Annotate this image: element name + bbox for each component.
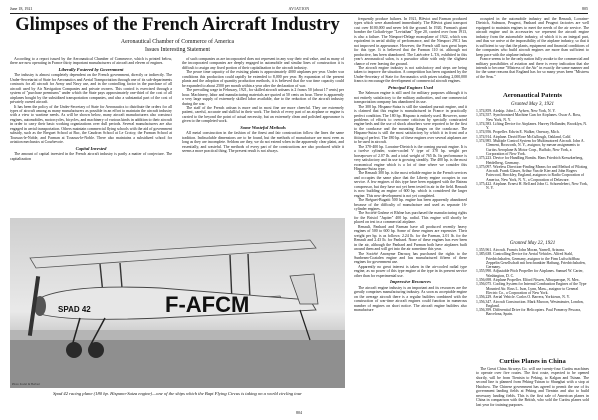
article-column-4	[476, 17, 589, 89]
article-subtitle-2: Issues Interesting Statement	[144, 47, 211, 53]
patent-entry: 1,375,422. Airplane. Ernest H. Bell and John G. Schoenlebert, New York, N. Y.	[476, 182, 588, 191]
paragraph: The Société Gnôme et Rhône has purchased the manufacturing rights for the Bristol "Jupiter" 400 hp. radial. This engine will shortly be placed on test in a commercial airplane.	[354, 211, 467, 225]
patent-entry: 1,375,097. Wireless Direction-Finding Means for and Method of Piloting Aircraft. Frank Glauer, Arthur Van de Kier and John Rogers Fairwood, Brockley, England, assignors to Radio Corporation of America, New York, N. Y., a Corporation of Delaware.	[476, 164, 588, 182]
article-column-3	[354, 17, 467, 405]
section-heading: Impressive Resources	[390, 279, 431, 285]
patent-entry: 1,374,557. Synchronized Machine Gun for Airplanes. Oscar A. Ross, New York, N. Y.	[476, 113, 582, 122]
article-subtitle: Aeronautical Chamber of Commerce of America	[120, 39, 235, 45]
patent-entry: 1,356,698. Airplane Propeller. Elford Nissen, Albuquerque, N. Mex.	[476, 278, 580, 283]
paragraph: Apparently no great interest is taken in the air-cooled radial type engine, as no power of this type engine at the type in its present service other than for experimental use.	[354, 264, 467, 278]
paragraph: The amount of capital invested in the French aircraft industry is partly a matter of conjecture. The capitalization	[10, 152, 172, 161]
paragraph: The peace time capacity of the existing plants is approximately 4000 airplanes per year. Under war conditions this production could rapidly be extended to 8,000 per year. By expansion of the present plants and the adoption of quantity production methods, it is believed that the war time capacity could be expanded to about 2500 per month within a year after the declaration of war.	[182, 70, 344, 88]
biplane-photo	[10, 218, 345, 388]
paragraph: Renault, Panhard and Farman have all produced recently heavy engines of 500 to 600 hp. Some of these engines are expensive. Their weight per hp. is as follows: 2.24 lb. for the Farman, 2.01 lb. for the Renault and 2.43 lb. for Panhard. None of these engines has ever been in the air, although the Panhard and Farman both have airplanes built around them and will get into the air sometime this year.	[354, 224, 467, 252]
article-column-2	[182, 57, 344, 217]
paragraph: The Salmson engine is still used for military purposes although it is not entirely satisfactory to the military authorities, and one commercial transportation company has abandoned its use.	[354, 91, 467, 105]
section-heading: Liberally Fostered by Government	[58, 66, 124, 72]
paragraph: The 370-400 hp. Lorraine-Dietrich is the coming pursuit engine. It is a twelve cylinder, water-cooled V type of 370 hp. weight per horsepower of 2.07 lb. and a total weight of 765 lb. Its performance is very satisfactory and its use is growing steadily. The 400 hp. is the most economical engine which is a lot of time where we consider this Hispano-Suiza type.	[354, 144, 467, 171]
paragraph: It has been the policy of the Under-Secretary of State for Aeronautics to distribute the orders for all types of aircraft among as many manufacturers as possible in an effort to maintain the aircraft industry with a view to wartime needs. As will be shown below, many aircraft manufacturers also construct engines, automobiles, motorcycles, bicycles, and machinery of various kinds in addition to their aircraft in order to carry their basic working organizations over dull periods. Several manufacturers are also engaged in aerial transportation. Others maintain commercial flying schools with the aid of government subsidy, such as the Breguet School at Buc, the Caudron School at Le Crotoy, the Farman School at Toussus-le-Noble, and Farman at Toussus-le-Noble. There also maintains a subsidized school for aviation mechanics at Courbevoie.	[10, 104, 172, 145]
header-rule	[10, 13, 588, 14]
patent-entry: 1,375,223. Device for Handling Bombs. Hans Friedrich Kreuzkerberg, Heidelberg, Germany.	[476, 156, 584, 165]
patents-list-2	[476, 248, 589, 356]
paragraph: The 300 hp. Hispano-Suiza is still the standard pursuit engine, and it is claimed that this engine is manufactured in France in practically perfect condition. The 180 hp. Hispano is entirely used. However, some problems of efforts to overcome criticism by specially constructed engine beds and the use of shock absorbers were reported to be the first to the crankcase and the mounting flanges on the crankcase. The Hispano-Suiza is still the most satisfactory by which it in front and a fitting of perfect. The 180 hp. of these engines over several airplanes are to be used in aircraft.	[354, 104, 467, 145]
section-heading: Principal Engines Used	[388, 84, 433, 90]
patent-entry: 1,374,956. Propeller. Edwin E. Walker, Oneway, Mich.	[476, 130, 560, 135]
patent-entry: 1,355,961. Aircraft. Francis John Moran, Yarnell, Arizona.	[476, 248, 565, 252]
photo-caption: Spad 42 racing plane (180 hp. Hispano-Suiza engine)—one of the ships which the Bapt Flying Circus is taking on a world circling tour	[53, 391, 302, 396]
paragraph: According to a report issued by the Aeronautical Chamber of Commerce, which is printed below, there are now operating in France thirty important manufacturers of aircraft and eleven of engines.	[10, 57, 172, 66]
journal-name: AVIATION	[288, 6, 310, 11]
patent-entry: 1,374,985. Multiple Control System for Multimotored Aircraft. John A. Clement, Boxworth, N. Y., assignor, by mesne assignments to Curtiss Aeroplane & Motor Corp., Buffalo, New York, a Corporation of New York.	[476, 139, 585, 156]
patent-entry: 1,355,990. Adjustable Pitch Propeller for Airplanes. Samuel W. Carter, Washington, D. C.	[476, 269, 584, 278]
article-column-1	[10, 57, 172, 217]
paragraph: The aircraft engine industry is not satisfactory and steps are being taken to improve the situation. A competition has been organized by the Under-Secretary of State for Aeronautics with prizes totaling 2,000,000 francs to encourage the development of commercial aircraft engines.	[354, 65, 467, 84]
patent-entry: 1,374,914. Airplane. David Rose McCullough, Oakland, Calif.	[476, 134, 572, 139]
patent-entry: 1,374,583. Lifting Device for Airplanes. Harvey Hollander, Brooklyn, N. Y.	[476, 121, 588, 131]
article-title: Glimpses of the French Aircraft Industry	[15, 15, 340, 35]
spad-biplane-illustration	[10, 218, 345, 388]
running-header	[10, 6, 588, 12]
patents-granted-heading-2: Granted May 22, 1921	[509, 241, 556, 246]
section-heading: Capital Invested	[75, 145, 107, 151]
paragraph: The prevailing wage in February, 1921, for skilled aircraft artisans is 2 francs 50 (about 17 cents) per hour. Machinery, labor and manufacturing materials are quoted at 50 cents an hour. There is apparently a very large supply of extremely skilled labor available, due to the reduction of the aircraft industry during the war.	[182, 88, 344, 106]
paragraph: France seems to be the only nation fully awake to the commercial and military possibilities of aviation and there is every indication that she intends to become "Mistress of the Air" in exactly the same manner and for the same reasons that England has for so many years been "Mistress of the Seas."	[476, 57, 589, 79]
patents-heading: Aeronautical Patents	[502, 92, 563, 99]
paragraph: of such companies as are incorporated does not represent in any way their real value, and as many of the incorporated companies are deeply engaged in automobile and similar lines of construction it is difficult to assign any fixed portion of their capitalization to the aircraft industry.	[182, 57, 344, 70]
patent-entry: 1,356,075. Cooling System for Internal Combustion Engines of the Type Mounted Air. Ross L. Ison, Lynn, Mass., assignor to General Electric Co., a Corporation of New York.	[476, 282, 587, 295]
patents-granted-heading-1: Granted May 3, 1921	[510, 102, 555, 107]
patent-entry: 1,356,229. Aerial Vehicle. Carlos O. Barrera, Yorktown, N. Y.	[476, 295, 570, 300]
paragraph: The aircraft engine industry is an important and its resources are the greatly comprises manufacturing industry. As soon as acceptable engine on the average aircraft there is a regular builders combined with the construction of war-time aircraft engines could function in numerous number of engines on short notice. The aircraft engine builders also manufacture	[354, 285, 467, 312]
paragraph: The Société Anonyme Darracq has purchased the rights to the Sunbeam-Coatalen engine and has manufactured fifteen of these engines for government use.	[354, 251, 467, 265]
paragraph: The Great China Airways Co. will use twenty-four Curtiss machines to operate over five routes. The first route, expected to be opened shortly, will be from Tientsin to Peking, to Kalgan and Tsinan. The second line is planned from Peking-Tsinan to Shanghai with a stop at Haichow. The Chinese government has agreed to permit the use of its government landing fields at Peking and Tientsin and also to build necessary landing fields. This is the first sale of American planes in China in comparison with the British, who sold the Curtiss planes sold last year for training purposes.	[476, 367, 589, 407]
patent-entry: 1,356,347. Aircraft Construction. Mark Marcon, Westminster, London, England.	[476, 299, 584, 308]
curtiss-column	[476, 367, 589, 407]
curtiss-heading: Curtiss Planes in China	[499, 358, 566, 365]
photo-credit: Photo Kodel & Herbert	[12, 382, 41, 386]
paragraph: The Bréguet-Bugatti 500 hp. engine has been apparently abandoned because of the difficulty of manufacture and used as separate 16-cylinder engines.	[354, 198, 467, 212]
paragraph: The staff of the French artisan is more and in most fine are more cheerful. They are extremely patient, careful, accurate and skillful in their work. The finish of every part of an airplane or engine is carried to the beyond the point of actual necessity, but an extremely clean and polished appearance is given to the completed work.	[182, 105, 344, 124]
patents-list-1	[476, 109, 589, 239]
patent-entry: 1,385,638. Controlling Device for Aerial Vehicles. Alfred Stahl, Friedrichshafen, Germany, assignor to the Firm Luftschiffbau Zeppelin Gesellschaft mit beschrankter Haftung, Friedrichshafen, Germany.	[476, 252, 586, 270]
paragraph: frequently produce failures. In 1921, Bléviot and Farman produced types which were abandoned immediately. The Bléviot giant transport cost over $100,000 and never left the ground. In 1920, Farman's giant bomber the Goliath-type "Leviathan" Type 20, carried over from 1913, is also a failure. The Nieuport-Delage monoplane of 1922, which was equivalent in aerial ability of performance, and the Nieuport 29C1 has not improved in appearance. However, the French still turn great hopes for this type. It is believed that the Farman 110 tri. although not productive, has been abandoned. The Latécoère L.T.6, exhibited in this year's aeronautical salon, is a pursuitor affair with only the slightest chance of ever leaving the ground.	[354, 17, 467, 66]
plane-registration: F-AFCM	[165, 292, 250, 317]
page-number-bottom: 804	[296, 410, 302, 415]
issue-date: June 18, 1921	[10, 6, 33, 11]
patent-entry: 1,356,399. Differential Drive for Helicopters. Paul Pomeroy Pescara, Barcelona, Spain.	[476, 308, 581, 317]
paragraph: The Renault 300 hp. is the most reliable engine in the French services and occupies the same place that the Liberty engine occupies in our service. A few engines of this type have been equipped with the Rateau compressor, but they have not yet been tested in air in the field. Renault is now building an engine of 600 hp. which is considered the larger engine. This new development is not yet completed.	[354, 171, 467, 198]
section-heading: Some Wasteful Methods	[240, 124, 286, 130]
paragraph: The industry is almost completely dependent on the French government, directly or indirectly. The Under-Secretariat of State for Aeronautics and Aerial Transportation through one of its sub-departments contracts for all aircraft for Army and Navy use, and in the controlling factor in the purchase of all aircraft used by Air Navigation Companies and private owners. This control is exercised through a system of "purchase premiums" under which the State pays approximately one-third of the cost of all airplanes bought by the subsidized transportation companies, and also a substantial part of the cost of privately owned aircraft.	[10, 73, 172, 105]
plane-number: SPAD 42	[58, 305, 91, 314]
paragraph: occupied in the automobile industry and the Renault, Lorraine-Dietrich, Salmson, Peugeot, Panhard and Peugeot factories are well equipped to maintain engines to meet the needs of the air service. The aircraft engine and its accessories we represent the aircraft engine industry from the automobile industry, of which it is an integral part, and thus we arrive at the impossibility of the airplane industry, so that it is sufficient to say that the plants, equipment and financial conditions of the companies who build aircraft engines are more than sufficient to keep pace with the airplane industry.	[476, 17, 589, 57]
page-number-top: 805	[582, 6, 588, 11]
paragraph: All metal construction in the fashion of the finest and fair construction follow the lines the same tradition. Indissoluble dimensions are to be found, but the methods of manufacture are most even as long as they are incomplete. Seldom are they, we do not extend when in the apparently clear plaint, and essentially, and wasteful. The methods of every part of the constructions are also produced while it seems a more practical thing. The present result is not always.	[182, 131, 344, 154]
patent-entry: 1,374,859. Airship. John L. Aylsen, New York, N. Y.	[476, 109, 556, 113]
